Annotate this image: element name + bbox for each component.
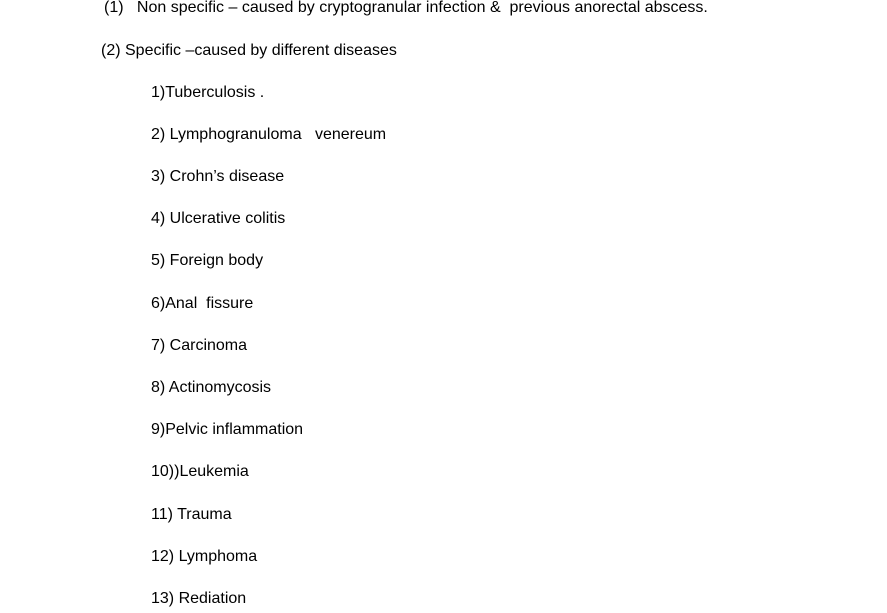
subitem-foreign-body: 5) Foreign body [151, 252, 264, 269]
subitem-pelvic-inflammation: 9)Pelvic inflammation [151, 421, 304, 438]
subitem-lymphogranuloma: 2) Lymphogranuloma venereum [151, 126, 387, 143]
subitem-leukemia: 10))Leukemia [151, 463, 249, 480]
subitem-tuberculosis: 1)Tuberculosis . [151, 84, 265, 101]
item-non-specific: (1) Non specific – caused by cryptogranular infection & previous anorectal abscess. [104, 0, 708, 16]
subitem-rediation: 13) Rediation [151, 590, 247, 607]
subitem-crohns: 3) Crohn’s disease [151, 168, 285, 185]
subitem-ulcerative-colitis: 4) Ulcerative colitis [151, 210, 286, 227]
item-specific: (2) Specific –caused by different diseases [101, 42, 397, 59]
subitem-carcinoma: 7) Carcinoma [151, 337, 248, 354]
subitem-trauma: 11) Trauma [151, 506, 232, 523]
subitem-actinomycosis: 8) Actinomycosis [151, 379, 272, 396]
subitem-lymphoma: 12) Lymphoma [151, 548, 258, 565]
subitem-anal-fissure: 6)Anal fissure [151, 295, 254, 312]
